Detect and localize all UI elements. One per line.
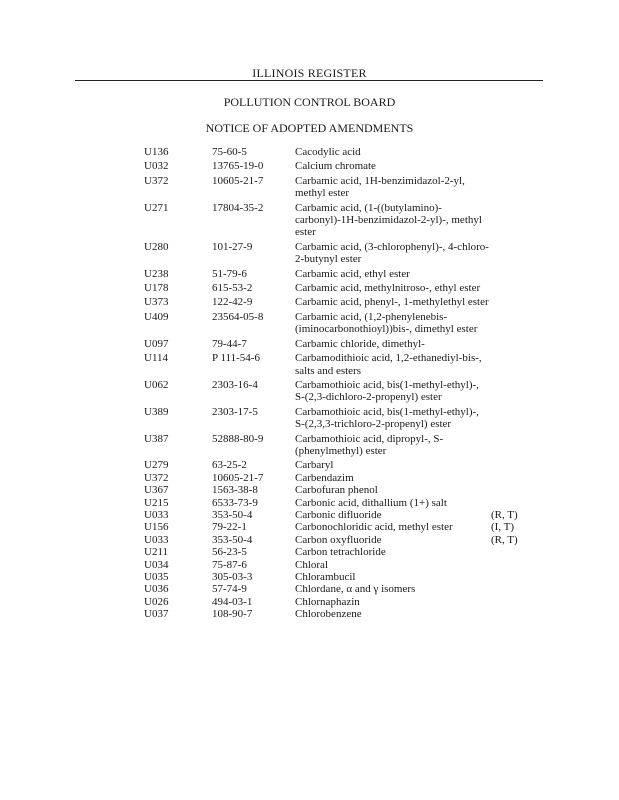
cas-number: 23564-05-8 xyxy=(212,310,264,323)
table-row xyxy=(144,202,544,239)
table-row xyxy=(144,559,544,571)
table-row xyxy=(144,160,544,172)
cas-number: P 111-54-6 xyxy=(212,352,260,365)
substance-name: Carbon oxyfluoride xyxy=(295,533,382,546)
cas-number: 122-42-9 xyxy=(212,296,253,309)
cas-number: 79-22-1 xyxy=(212,521,247,534)
table-row xyxy=(144,497,544,509)
hazard-code xyxy=(491,406,541,431)
waste-code: U036 xyxy=(144,583,169,596)
hazard-code xyxy=(491,484,541,496)
substance-name: Carbamic acid, phenyl-, 1-methylethyl ester xyxy=(295,296,489,309)
substance-name: Carbonic difluoride xyxy=(295,508,382,521)
substance-name: Carbamic acid, 1H-benzimidazol-2-yl, methyl ester xyxy=(295,174,465,200)
hazard-code: (I, T) xyxy=(491,521,515,534)
substance-name: Carbaryl xyxy=(295,459,334,472)
waste-code: U387 xyxy=(144,432,169,445)
hazard-code xyxy=(491,146,541,158)
waste-code: U279 xyxy=(144,459,169,472)
table-row xyxy=(144,546,544,558)
cas-number: 75-60-5 xyxy=(212,146,247,158)
substance-name: Carbamic acid, ethyl ester xyxy=(295,267,410,280)
table-row xyxy=(144,459,544,471)
substance-name: Carbamothioic acid, bis(1-methyl-ethyl)-, S-(2,3-dichloro-2-propenyl) ester xyxy=(295,378,479,404)
waste-code: U372 xyxy=(144,471,169,484)
hazard-code xyxy=(491,559,541,571)
cas-number: 10605-21-7 xyxy=(212,471,264,484)
table-row xyxy=(144,583,544,595)
hazard-code xyxy=(491,352,541,377)
substance-name: Carbon tetrachloride xyxy=(295,546,386,559)
hazard-code xyxy=(491,379,541,404)
cas-number: 353-50-4 xyxy=(212,533,253,546)
substance-name: Chlordane, α and γ isomers xyxy=(295,583,416,596)
hazard-code xyxy=(491,202,541,239)
table-row xyxy=(144,175,544,200)
hazard-code xyxy=(491,241,541,266)
waste-code: U409 xyxy=(144,310,169,323)
hazard-code xyxy=(491,175,541,200)
substance-name: Carbamic chloride, dimethyl- xyxy=(295,337,425,350)
table-row xyxy=(144,296,544,308)
table-row xyxy=(144,379,544,404)
hazard-code xyxy=(491,571,541,583)
table-row xyxy=(144,241,544,266)
table-row xyxy=(144,571,544,583)
substance-name: Calcium chromate xyxy=(295,160,376,173)
cas-number: 6533-73-9 xyxy=(212,496,258,509)
cas-number: 79-44-7 xyxy=(212,337,247,350)
waste-code: U389 xyxy=(144,405,169,418)
table-row xyxy=(144,534,544,546)
waste-code: U062 xyxy=(144,378,169,391)
waste-code: U033 xyxy=(144,508,169,521)
hazard-code xyxy=(491,608,541,620)
substance-name: Carbamic acid, methylnitroso-, ethyl ester xyxy=(295,282,481,295)
cas-number: 2303-17-5 xyxy=(212,405,258,418)
cas-number: 494-03-1 xyxy=(212,595,253,608)
cas-number: 108-90-7 xyxy=(212,608,253,621)
cas-number: 101-27-9 xyxy=(212,240,253,253)
waste-code: U373 xyxy=(144,296,169,309)
hazard-code xyxy=(491,296,541,308)
substance-name: Carbamodithioic acid, 1,2-ethanediyl-bis-, salts and esters xyxy=(295,352,482,377)
substance-name: Cacodylic acid xyxy=(295,146,361,158)
table-row xyxy=(144,282,544,294)
waste-code: U026 xyxy=(144,595,169,608)
substance-name: Carbonochloridic acid, methyl ester xyxy=(295,521,453,534)
waste-code: U097 xyxy=(144,337,169,350)
cas-number: 1563-38-8 xyxy=(212,484,258,497)
table-row xyxy=(144,433,544,458)
hazard-code xyxy=(491,160,541,172)
waste-code: U211 xyxy=(144,546,169,559)
cas-number: 56-23-5 xyxy=(212,546,247,559)
table-row xyxy=(144,596,544,608)
waste-code: U178 xyxy=(144,282,169,295)
table-row xyxy=(144,338,544,350)
waste-code: U037 xyxy=(144,608,169,621)
substance-name: Carbamic acid, (1-((butylamino)-carbonyl)-1H-benzimidazol-2-yl)-, methyl ester xyxy=(295,201,482,239)
cas-number: 305-03-3 xyxy=(212,571,253,583)
waste-code: U032 xyxy=(144,160,169,173)
table-row xyxy=(144,406,544,431)
cas-number: 2303-16-4 xyxy=(212,378,258,391)
waste-code: U033 xyxy=(144,533,169,546)
hazard-code: (R, T) xyxy=(491,533,518,546)
waste-code: U035 xyxy=(144,571,169,583)
substance-name: Carbendazim xyxy=(295,471,354,484)
waste-code: U372 xyxy=(144,174,169,187)
substance-name: Carbamothioic acid, dipropyl-, S-(phenylmethyl) ester xyxy=(295,432,444,457)
table-row xyxy=(144,146,544,158)
cas-number: 63-25-2 xyxy=(212,459,247,472)
hazard-code xyxy=(491,497,541,509)
cas-number: 10605-21-7 xyxy=(212,174,264,187)
table-row xyxy=(144,352,544,377)
substance-name: Chlorambucil xyxy=(295,571,356,583)
waste-code: U367 xyxy=(144,484,169,497)
hazard-code xyxy=(491,268,541,280)
hazard-code xyxy=(491,282,541,294)
waste-code-table xyxy=(144,146,544,621)
table-row xyxy=(144,521,544,533)
waste-code: U280 xyxy=(144,240,169,253)
substance-name: Chlorobenzene xyxy=(295,608,362,621)
board-name: POLLUTION CONTROL BOARD xyxy=(223,95,396,109)
substance-name: Carbamic acid, (3-chlorophenyl)-, 4-chloro-2-butynyl ester xyxy=(295,240,489,266)
substance-name: Carbofuran phenol xyxy=(295,484,378,497)
table-row xyxy=(144,608,544,620)
table-row xyxy=(144,509,544,521)
waste-code: U156 xyxy=(144,521,169,534)
waste-code: U034 xyxy=(144,558,169,571)
cas-number: 17804-35-2 xyxy=(212,201,264,214)
hazard-code xyxy=(491,546,541,558)
cas-number: 51-79-6 xyxy=(212,267,247,280)
cas-number: 13765-19-0 xyxy=(212,160,264,173)
cas-number: 353-50-4 xyxy=(212,508,253,521)
hazard-code xyxy=(491,311,541,336)
notice-title: NOTICE OF ADOPTED AMENDMENTS xyxy=(205,121,414,135)
hazard-code xyxy=(491,338,541,350)
table-row xyxy=(144,268,544,280)
substance-name: Chlornaphazin xyxy=(295,595,360,608)
substance-name: Chloral xyxy=(295,558,328,571)
header-rule xyxy=(75,80,543,81)
table-row xyxy=(144,472,544,484)
waste-code: U238 xyxy=(144,267,169,280)
table-row xyxy=(144,484,544,496)
waste-code: U271 xyxy=(144,201,169,214)
substance-name: Carbamothioic acid, bis(1-methyl-ethyl)-, S-(2,3,3-trichloro-2-propenyl) ester xyxy=(295,405,479,431)
substance-name: Carbamic acid, (1,2-phenylenebis-(iminocarbonothioyl))bis-, dimethyl ester xyxy=(295,310,478,336)
waste-code: U114 xyxy=(144,352,169,365)
substance-name: Carbonic acid, dithallium (1+) salt xyxy=(295,496,447,509)
hazard-code xyxy=(491,459,541,471)
waste-code: U215 xyxy=(144,496,169,509)
waste-code: U136 xyxy=(144,146,169,158)
cas-number: 615-53-2 xyxy=(212,282,253,295)
hazard-code xyxy=(491,596,541,608)
table-row xyxy=(144,311,544,336)
hazard-code xyxy=(491,433,541,458)
cas-number: 75-87-6 xyxy=(212,558,247,571)
cas-number: 52888-80-9 xyxy=(212,432,264,445)
hazard-code xyxy=(491,472,541,484)
hazard-code: (R, T) xyxy=(491,508,518,521)
cas-number: 57-74-9 xyxy=(212,583,247,596)
hazard-code xyxy=(491,583,541,595)
register-title: ILLINOIS REGISTER xyxy=(252,66,367,80)
